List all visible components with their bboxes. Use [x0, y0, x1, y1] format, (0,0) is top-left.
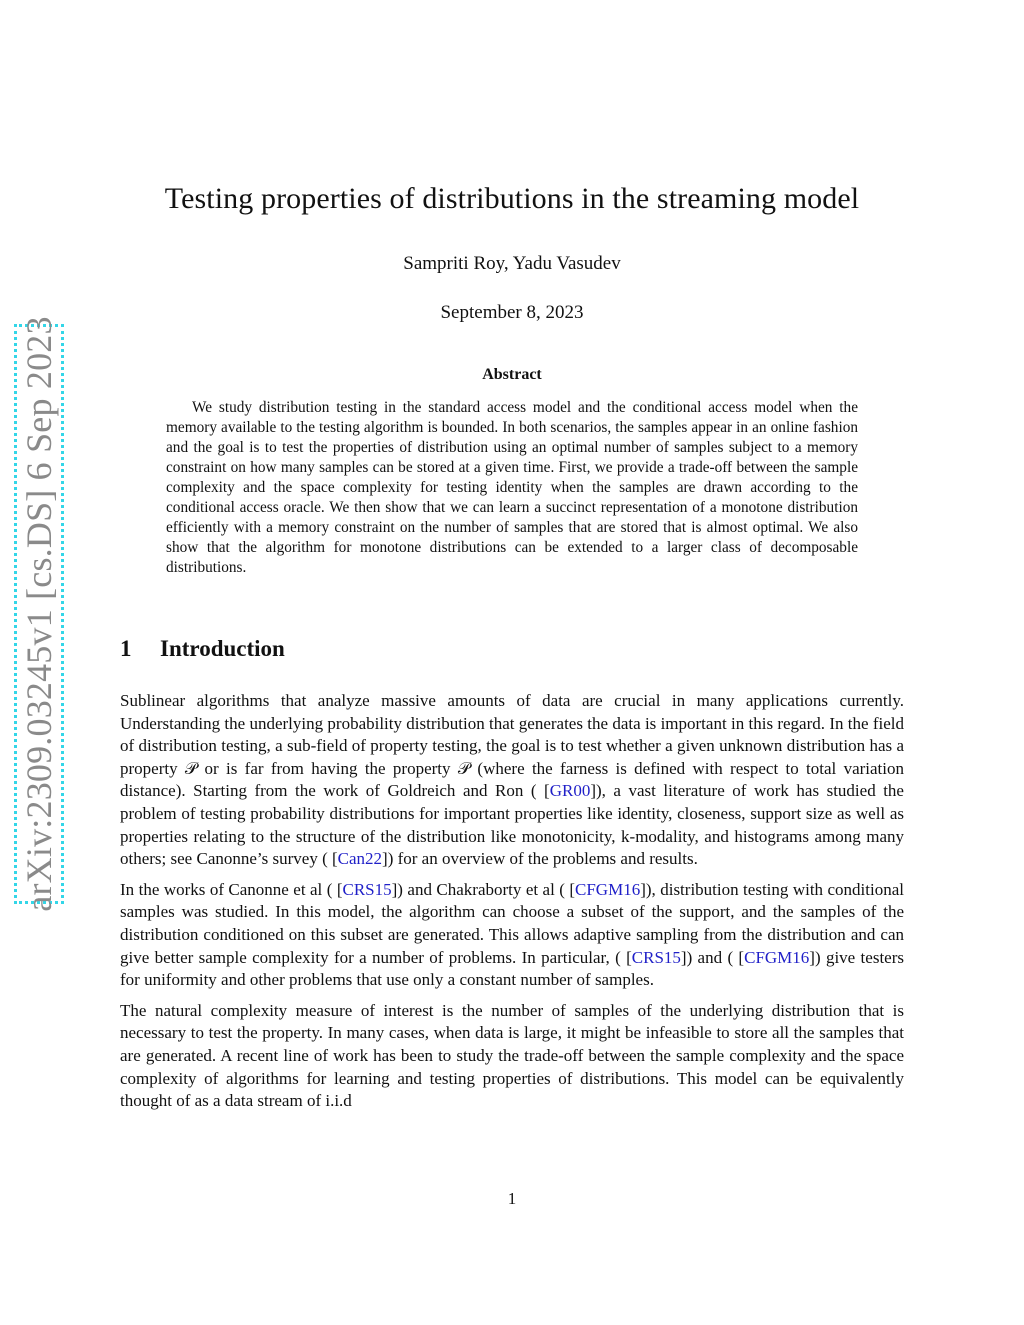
- text-run: ]) and ( [: [680, 947, 745, 967]
- citation-link[interactable]: Can22: [337, 849, 383, 869]
- page-number: 1: [507, 1189, 517, 1208]
- text-run: ]), distribution testing with conditional samples was studied. In this model, the algorithm can choose a subset of the support, and the samples of the distribution conditioned on this subset are generated. This allows adaptive sampling from the distribution and can give better sample complexity for a number of problems. In particular, ( [: [120, 879, 904, 967]
- citation-link[interactable]: GR00: [549, 781, 591, 801]
- property-symbol: 𝒫: [184, 758, 198, 778]
- text-run: ]) give testers for uniformity and other problems that use only a constant number of samples.: [120, 947, 904, 990]
- paper-title: Testing properties of distributions in the streaming model: [164, 182, 860, 215]
- text-run: Sublinear algorithms that analyze massive amounts of data are crucial in many applications currently. Understanding the underlying probability distribution that generates the data is important in this regard. In the field of distribution testing, a sub-field of property testing, the goal is to test whether a given unknown distribution has a property: [120, 691, 904, 778]
- section-heading: [120, 636, 285, 662]
- arxiv-identifier[interactable]: arXiv:2309.03245v1 [cs.DS] 6 Sep 2023: [19, 316, 59, 912]
- text-run: ]), a vast literature of work has studied the problem of testing probability distributions for important properties like identity, closeness, support size as well as properties relating to the structure of the distribution like monotonicity, k-modality, and histograms among many others; see Canonne’s survey ( [: [120, 781, 904, 869]
- introduction-body: [120, 690, 904, 1121]
- text-run: In the works of Canonne et al ( [: [120, 879, 343, 899]
- abstract-heading: Abstract: [482, 366, 542, 383]
- paper-authors: Sampriti Roy, Yadu Vasudev: [403, 253, 621, 274]
- section-title: Introduction: [160, 636, 285, 661]
- intro-paragraph-3: The natural complexity measure of interest is the number of samples of the underlying distribution that is necessary to test the property. In many cases, when data is large, it might be infeasible to store all the samples that are generated. A recent line of work has been to study the trade-off between the sample complexity and the space complexity of algorithms for learning and testing properties of distributions. This model can be equivalently thought of as a data stream of i.i.d: [120, 1000, 904, 1111]
- citation-link[interactable]: CRS15: [342, 879, 392, 899]
- citation-link[interactable]: CRS15: [631, 947, 681, 967]
- text-run: ]) for an overview of the problems and results.: [382, 849, 698, 869]
- abstract-text: We study distribution testing in the standard access model and the conditional access model when the memory available to the testing algorithm is bounded. In both scenarios, the samples appear in an online fashion and the goal is to test the properties of distribution using an optimal number of samples subject to a memory constraint on how many samples can be stored at a given time. First, we provide a trade-off between the sample complexity and the space complexity for testing identity when the samples are drawn according to the conditional access oracle. We then show that we can learn a succinct representation of a monotone distribution efficiently with a memory constraint on the number of samples that are stored that is almost optimal. We also show that the algorithm for monotone distributions can be extended to a larger class of decomposable distributions.: [166, 399, 858, 576]
- section-number: 1: [120, 636, 132, 661]
- citation-link[interactable]: CFGM16: [744, 947, 810, 967]
- property-symbol: 𝒫: [457, 758, 471, 778]
- text-run: ]) and Chakraborty et al ( [: [391, 879, 576, 899]
- text-run: (where the farness is defined with respect to total variation distance). Starting from the work of Goldreich and Ron ( [: [120, 758, 905, 801]
- intro-paragraph-2: [120, 879, 904, 992]
- paper-date: September 8, 2023: [440, 302, 584, 323]
- citation-link[interactable]: CFGM16: [575, 879, 641, 899]
- arxiv-sidebar: [14, 316, 64, 912]
- intro-paragraph-1: [120, 690, 904, 871]
- text-run: or is far from having the property: [197, 758, 458, 778]
